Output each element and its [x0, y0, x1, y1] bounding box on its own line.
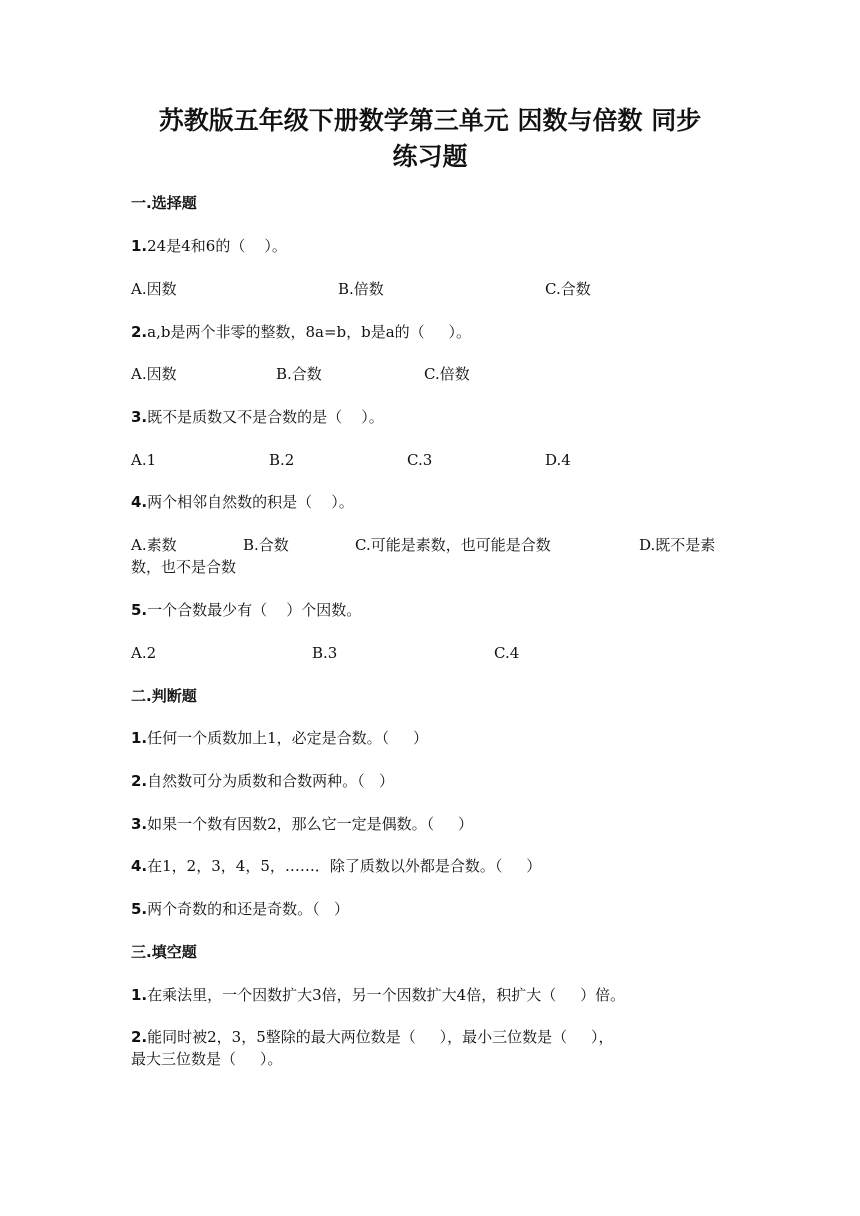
question-text: 两个奇数的和还是奇数。（ ） [147, 900, 349, 918]
question-1-2 [131, 321, 731, 343]
question-number: 2. [131, 323, 148, 341]
question-number: 1. [131, 986, 148, 1004]
question-text: 能同时被2，3，5整除的最大两位数是（ ），最小三位数是（ ）， [147, 1028, 614, 1046]
question-3-2 [131, 1026, 731, 1048]
question-text: 在乘法里，一个因数扩大3倍，另一个因数扩大4倍，积扩大（ ）倍。 [147, 986, 626, 1004]
question-number: 2. [131, 772, 148, 790]
option-a: A.1 [131, 451, 157, 469]
question-number: 1. [131, 729, 148, 747]
question-2-2 [131, 770, 731, 792]
question-number: 5. [131, 900, 148, 918]
document-title-line2: 练习题 [392, 142, 468, 171]
option-d: D.既不是素 [639, 536, 716, 554]
question-text: 在1，2，3，4，5，……．除了质数以外都是合数。（ ） [147, 857, 542, 875]
question-1-5 [131, 599, 731, 621]
option-c: C.3 [407, 451, 433, 469]
question-text: 一个合数最少有（ ）个因数。 [147, 601, 362, 619]
question-2-5 [131, 898, 731, 920]
option-c: C.倍数 [424, 365, 470, 383]
question-text: 如果一个数有因数2，那么它一定是偶数。（ ） [147, 815, 474, 833]
option-a: A.2 [131, 644, 157, 662]
question-number: 4. [131, 493, 148, 511]
question-2-3 [131, 813, 731, 835]
question-text: 自然数可分为质数和合数两种。（ ） [147, 772, 394, 790]
question-text: 两个相邻自然数的积是（ ）。 [147, 493, 354, 511]
question-number: 3. [131, 408, 148, 426]
option-a: A.因数 [131, 365, 177, 383]
option-d-continued: 数，也不是合数 [131, 558, 237, 576]
question-3-1 [131, 984, 731, 1006]
question-1-1 [131, 235, 731, 257]
option-c: C.可能是素数，也可能是合数 [355, 536, 551, 554]
option-a: A.素数 [131, 536, 177, 554]
question-1-3 [131, 406, 731, 428]
option-a: A.因数 [131, 280, 177, 298]
question-3-2-continued: 最大三位数是（ ）。 [131, 1050, 283, 1068]
question-number: 1. [131, 237, 148, 255]
option-b: B.2 [269, 451, 295, 469]
question-number: 2. [131, 1028, 148, 1046]
option-c: C.合数 [545, 280, 591, 298]
option-b: B.3 [312, 644, 338, 662]
section-heading-judgement: 二.判断题 [131, 687, 197, 705]
option-d: D.4 [545, 451, 571, 469]
question-text: a,b是两个非零的整数，8a=b，b是a的（ ）。 [147, 323, 471, 341]
section-heading-choice: 一.选择题 [131, 194, 197, 212]
section-heading-fill-blank: 三.填空题 [131, 943, 197, 961]
question-1-4 [131, 491, 731, 513]
question-number: 3. [131, 815, 148, 833]
option-b: B.倍数 [338, 280, 384, 298]
question-text: 24是4和6的（ ）。 [147, 237, 287, 255]
document-title-line1: 苏教版五年级下册数学第三单元 因数与倍数 同步 [158, 106, 702, 135]
question-2-4 [131, 855, 731, 877]
question-2-1 [131, 727, 731, 749]
option-c: C.4 [494, 644, 520, 662]
option-b: B.合数 [243, 536, 289, 554]
question-number: 5. [131, 601, 148, 619]
option-b: B.合数 [276, 365, 322, 383]
question-number: 4. [131, 857, 148, 875]
question-text: 既不是质数又不是合数的是（ ）。 [147, 408, 384, 426]
question-text: 任何一个质数加上1，必定是合数。（ ） [147, 729, 429, 747]
